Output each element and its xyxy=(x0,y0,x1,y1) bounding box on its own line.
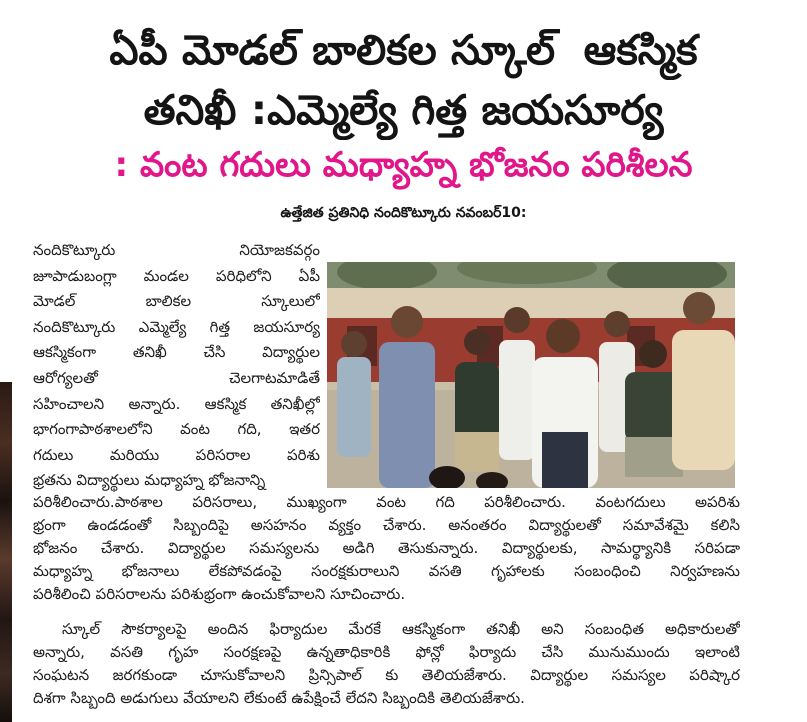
article-line: భ్రంగా ఉండడంతో సిబ్బందిపై అసహనం వ్యక్తం చేశారు. అనంతరం విద్యార్థులతో సమావేశమై కలిసి xyxy=(33,516,740,534)
article-line: మధ్యాహ్న భోజనాలు లేకపోవడంపై సంరక్షకురాలుని వసతి గృహాలకు సంబంధించి నిర్వహణను xyxy=(33,562,740,580)
article-line: సహించాలని అన్నారు. ఆకస్మిక తనిఖీల్లో xyxy=(33,394,320,413)
article-line: ఆకస్మికంగా తనిఖీ చేసి విద్యార్థుల xyxy=(33,343,320,362)
article-column-text xyxy=(33,238,320,494)
article-paragraph xyxy=(33,491,740,606)
article-line: భ్రతను విద్యార్థులు మధ్యాహ్న భోజనాన్ని xyxy=(33,471,266,490)
article-line: జూపాడుబంగ్లా మండల పరిధిలోని ఏపీ xyxy=(33,266,320,285)
article-line: ఆరోగ్యలతో చెలగాటమాడితే xyxy=(33,368,320,387)
news-photo xyxy=(327,262,735,488)
article-line: మోడల్ బాలికల స్కూలులో xyxy=(33,292,320,311)
article-line: పరిశీలించారు.పాఠశాల పరిసరాలు, ముఖ్యంగా వంట గది పరిశీలించారు. వంటగదులు అపరిశు xyxy=(33,493,740,511)
article-paragraph xyxy=(33,618,740,710)
adjacent-clipping-edge xyxy=(0,382,12,722)
article-line: భోజనం చేశారు. విద్యార్థుల సమస్యలను అడిగి తెసుకున్నారు. విద్యార్థులకు, సామర్థ్యానికి సరిపడా xyxy=(33,539,740,557)
article-line: నందికొట్కూరు నియోజకవర్గం xyxy=(33,241,320,259)
article-line: సంఘటన జరగకుండా చూసుకోవాలని ప్రిన్సిపాల్ కు తెలియజేశారు. విద్యార్థుల సమస్యల పరిష్కార xyxy=(33,666,740,684)
article-line: అన్నారు, వసతి గృహ సంరక్షణపై ఉన్నతాధికారికి ఫోన్లో ఫిర్యాదు చేసి మునుముందు ఇలాంటి xyxy=(33,643,740,661)
article-line: నందికొట్కూరు ఎమ్మెల్యే గిత్త జయసూర్య xyxy=(33,317,320,336)
article-line: భాగంగాపాఠశాలలోని వంట గది, ఇతర xyxy=(33,420,320,439)
article-line: స్కూల్ సౌకర్యాలపై అందిన ఫిర్యాదుల మేరకే ఆకస్మికంగా తనిఖీ అని సంబంధిత అధికారులతో xyxy=(62,620,740,638)
dateline: ఉత్తేజిత ప్రతినిధి నందికొట్కూరు నవంబర్10: xyxy=(280,205,527,221)
article-line: పరిశీలించి పరిసరాలను పరిశుభ్రంగా ఉంచుకోవాలని సూచించారు. xyxy=(33,585,406,603)
article-line: దిశగా సిబ్బంది అడుగులు వేయాలని లేకుంటే ఉపేక్షించే లేదని సిబ్బందికి తెలియజేశారు. xyxy=(33,689,525,707)
headline-line-1: ఏపీ మోడల్ బాలికల స్కూల్ ఆకస్మిక xyxy=(109,26,698,74)
article-line: గదులు మరియు పరిసరాల పరిశు xyxy=(33,445,320,464)
article-fullwidth-text xyxy=(33,491,740,710)
subheadline: : వంట గదులు మధ్యాహ్న భోజనం పరిశీలన xyxy=(114,145,693,185)
headline-line-2: తనిఖీ :ఎమ్మెల్యే గిత్త జయసూర్య xyxy=(143,86,664,134)
